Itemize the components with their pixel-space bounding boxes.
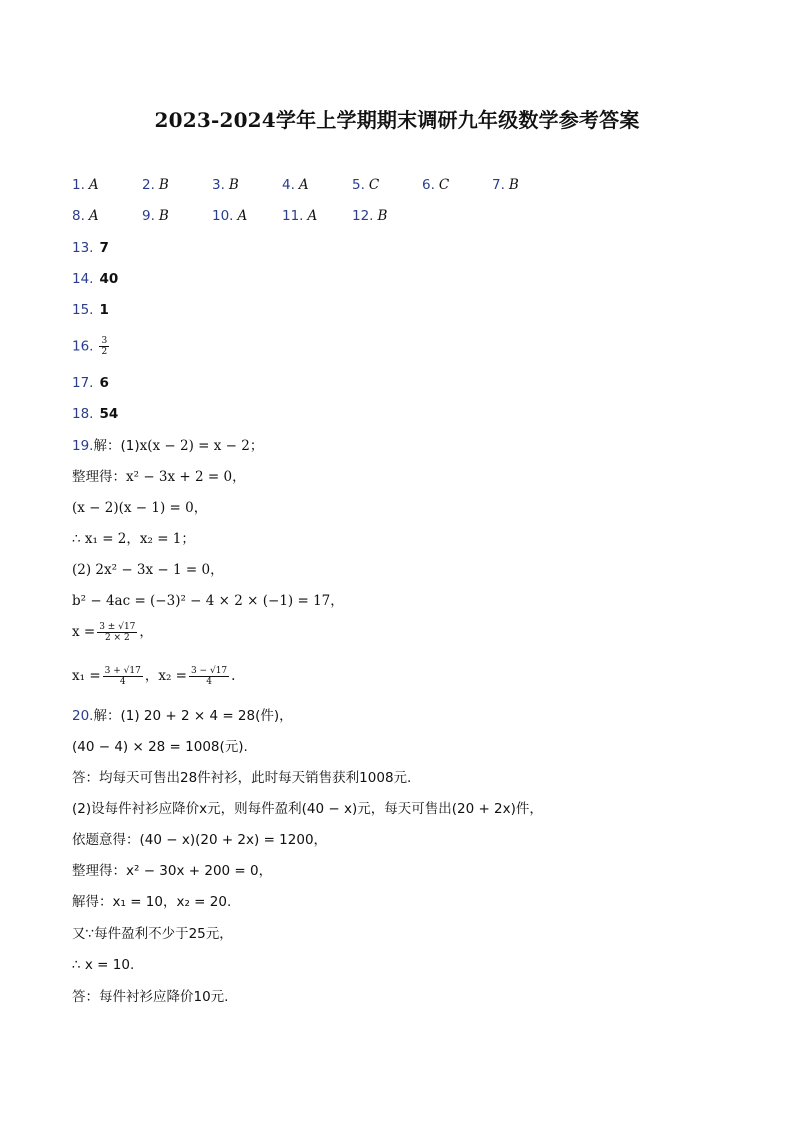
- fraction-numerator: 3 − √17: [190, 666, 228, 676]
- punctuation: ，: [139, 624, 153, 640]
- step-label: 整理得：: [72, 469, 126, 485]
- question-number: 18.: [72, 406, 94, 422]
- answer-option: B: [158, 177, 169, 193]
- question-number: 4.: [282, 177, 295, 193]
- q20-line-9: ∴ x = 10.: [72, 957, 135, 973]
- q20-line-1: [72, 706, 293, 726]
- fraction-numerator: 3 ± √17: [99, 622, 136, 632]
- answer-option: B: [158, 208, 169, 224]
- fill-answer-15: [72, 300, 109, 320]
- q20-line-4: (2)设每件衬衫应降价x元，则每件盈利(40 − x)元，每天可售出(20 + 2x)件，: [72, 801, 543, 817]
- mc-answer-8: [72, 206, 99, 226]
- question-number: 7.: [492, 177, 505, 193]
- question-number: 17.: [72, 375, 94, 391]
- mc-answer-9: [142, 206, 169, 226]
- fill-answer-14: [72, 269, 118, 289]
- equation-lhs: x₁ =: [72, 668, 101, 684]
- answer-option: B: [508, 177, 519, 193]
- answer-value: 40: [99, 271, 119, 287]
- answer-option: B: [228, 177, 239, 193]
- solution-text: 解：(1) 20 + 2 × 4 = 28(件)，: [93, 708, 293, 724]
- mc-answer-5: [352, 175, 379, 195]
- question-number: 3.: [212, 177, 225, 193]
- fill-answer-13: [72, 238, 109, 258]
- question-number: 2.: [142, 177, 155, 193]
- mc-answer-10: [212, 206, 247, 226]
- equation-lhs: x =: [72, 624, 96, 640]
- answer-option: B: [377, 208, 388, 224]
- mc-answer-2: [142, 175, 169, 195]
- fraction-denominator: 4: [119, 677, 126, 687]
- question-number: 8.: [72, 208, 85, 224]
- q20-line-7: 解得：x₁ = 10，x₂ = 20.: [72, 894, 232, 910]
- fill-answer-16: [72, 336, 111, 357]
- mc-answer-1: [72, 175, 99, 195]
- answer-value: 7: [99, 240, 109, 256]
- fraction-denominator: 2 × 2: [104, 633, 130, 643]
- q19-line-6: b² − 4ac = (−3)² − 4 × 2 × (−1) = 17，: [72, 593, 344, 609]
- fraction-denominator: 2: [101, 347, 108, 357]
- fill-answer-18: [72, 404, 118, 424]
- fraction-denominator: 4: [206, 677, 212, 687]
- q19-line-1: [72, 436, 263, 456]
- answer-option: A: [298, 177, 309, 193]
- question-number: 10.: [212, 208, 234, 224]
- answer-value: 1: [99, 302, 109, 318]
- question-number: 11.: [282, 208, 304, 224]
- answer-value: 54: [99, 406, 119, 422]
- question-number: 16.: [72, 338, 94, 355]
- solution-prefix: 解：(1): [93, 438, 140, 454]
- mc-answer-12: [352, 206, 387, 226]
- answer-option: A: [88, 208, 99, 224]
- separator: ，x₂ =: [144, 668, 187, 684]
- q19-line-7: [72, 622, 153, 643]
- q19-line-8: [72, 666, 235, 687]
- fraction: [99, 336, 109, 357]
- mc-answer-6: [422, 175, 449, 195]
- question-number: 12.: [352, 208, 374, 224]
- question-number: 14.: [72, 271, 94, 287]
- question-number: 1.: [72, 177, 85, 193]
- question-number: 5.: [352, 177, 365, 193]
- answer-option: A: [237, 208, 248, 224]
- mc-answer-4: [282, 175, 309, 195]
- fill-answer-17: [72, 373, 109, 393]
- q20-line-8: 又∵每件盈利不少于25元，: [72, 926, 233, 942]
- q20-line-6: 整理得：x² − 30x + 200 = 0，: [72, 863, 273, 879]
- fraction-numerator: 3: [101, 336, 108, 346]
- mc-answer-7: [492, 175, 519, 195]
- answer-option: A: [307, 208, 318, 224]
- q20-line-3: 答：均每天可售出28件衬衫，此时每天销售获利1008元.: [72, 770, 412, 786]
- question-number: 6.: [422, 177, 435, 193]
- answer-option: A: [88, 177, 99, 193]
- answer-option: C: [368, 177, 380, 193]
- fraction: [103, 666, 143, 687]
- q20-line-5: 依题意得：(40 − x)(20 + 2x) = 1200，: [72, 832, 328, 848]
- q20-line-10: 答：每件衬衫应降价10元.: [72, 989, 229, 1005]
- question-number: 19.: [72, 438, 94, 454]
- punctuation: .: [231, 668, 236, 684]
- fraction: [97, 622, 137, 643]
- q19-line-2: [72, 467, 246, 487]
- equation: x² − 3x + 2 = 0，: [126, 469, 246, 485]
- question-number: 20.: [72, 708, 94, 724]
- equation: x(x − 2) = x − 2；: [139, 438, 264, 454]
- answer-value: 6: [99, 375, 109, 391]
- question-number: 13.: [72, 240, 94, 256]
- q19-line-4: ∴ x₁ = 2，x₂ = 1；: [72, 531, 195, 547]
- fraction: [189, 666, 229, 687]
- fraction-numerator: 3 + √17: [104, 666, 141, 676]
- q19-line-5: (2) 2x² − 3x − 1 = 0，: [72, 562, 224, 578]
- question-number: 15.: [72, 302, 94, 318]
- question-number: 9.: [142, 208, 155, 224]
- page-title: 2023-2024学年上学期期末调研九年级数学参考答案: [154, 108, 640, 132]
- mc-answer-3: [212, 175, 239, 195]
- mc-answer-11: [282, 206, 317, 226]
- answer-option: C: [438, 177, 450, 193]
- q19-line-3: (x − 2)(x − 1) = 0，: [72, 500, 208, 516]
- q20-line-2: (40 − 4) × 28 = 1008(元).: [72, 739, 248, 755]
